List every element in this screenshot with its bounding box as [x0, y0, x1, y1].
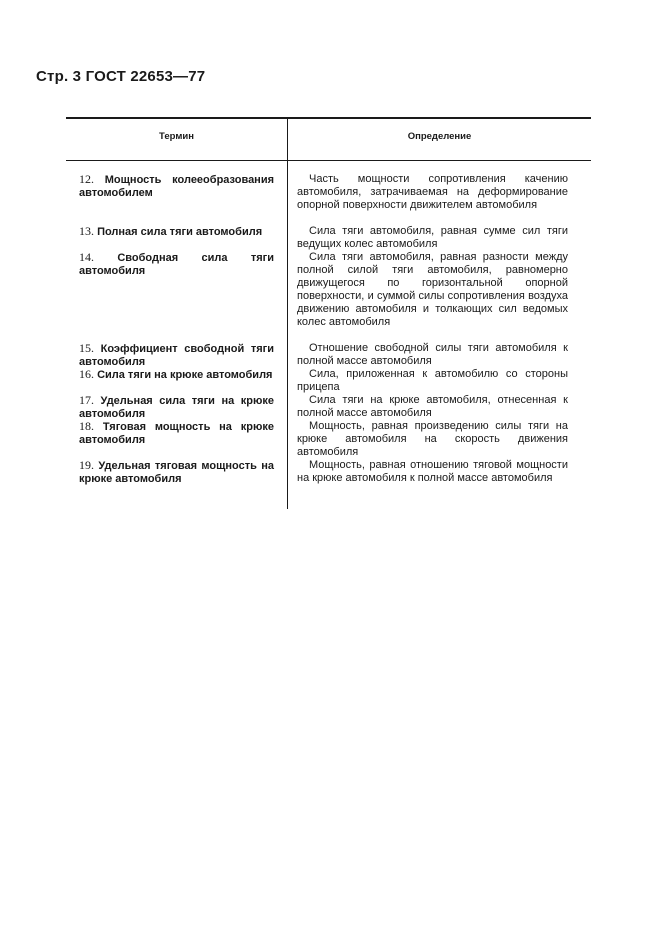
term-14: [79, 251, 274, 278]
term-text: Сила тяги на крюке автомобиля: [97, 369, 273, 381]
definition-18: Мощность, равная произведению силы тяги на крюке автомобиля на скорость движения автомобиля: [297, 420, 568, 458]
column-header-definition: Определение: [407, 131, 472, 142]
term-number: 18.: [79, 419, 94, 433]
table-top-rule: [66, 117, 591, 119]
term-15: [79, 342, 274, 369]
term-text: Коэффициент свободной тяги автомобиля: [79, 343, 274, 368]
term-19: [79, 459, 274, 486]
definition-13: Сила тяги автомобиля, равная сумме сил тяги ведущих колес автомобиля: [297, 225, 568, 250]
term-number: 16.: [79, 367, 94, 381]
term-text: Свободная сила тяги автомобиля: [79, 252, 275, 277]
term-number: 17.: [79, 393, 94, 407]
term-text: Полная сила тяги автомобиля: [97, 226, 263, 238]
term-16: [79, 368, 274, 382]
definition-14: Сила тяги автомобиля, равная разности между полной силой тяги автомобиля, равномерно движущегося по горизонтальной опорной поверхности, и суммой силы сопротивления воздуха движению автомобиля и толкающих сил ведомых колес автомобиля: [297, 251, 568, 328]
term-number: 13.: [79, 224, 94, 238]
definition-12: Часть мощности сопротивления качению автомобиля, затрачиваемая на деформирование опорной поверхности движителем автомобиля: [297, 173, 568, 211]
table-header-rule: [66, 160, 591, 161]
definition-16: Сила, приложенная к автомобилю со стороны прицепа: [297, 368, 568, 393]
definition-15: Отношение свободной силы тяги автомобиля к полной массе автомобиля: [297, 342, 568, 367]
column-header-term: Термин: [159, 131, 194, 142]
term-number: 15.: [79, 341, 94, 355]
term-number: 19.: [79, 458, 94, 472]
term-12: [79, 173, 274, 200]
term-text: Тяговая мощность на крюке автомобиля: [79, 421, 274, 446]
term-number: 14.: [79, 250, 94, 264]
definition-19: Мощность, равная отношению тяговой мощности на крюке автомобиля к полной массе автомобиля: [297, 459, 568, 484]
term-17: [79, 394, 274, 421]
term-18: [79, 420, 274, 447]
definition-17: Сила тяги на крюке автомобиля, отнесенная к полной массе автомобиля: [297, 394, 568, 419]
table-column-divider: [287, 117, 288, 509]
term-13: [79, 225, 274, 239]
term-text: Мощность колееобразования автомобилем: [79, 174, 275, 199]
term-number: 12.: [79, 172, 94, 186]
page-header: Стр. 3 ГОСТ 22653—77: [36, 68, 206, 85]
term-text: Удельная сила тяги на крюке автомобиля: [79, 395, 275, 420]
term-text: Удельная тяговая мощность на крюке автомобиля: [79, 460, 275, 485]
